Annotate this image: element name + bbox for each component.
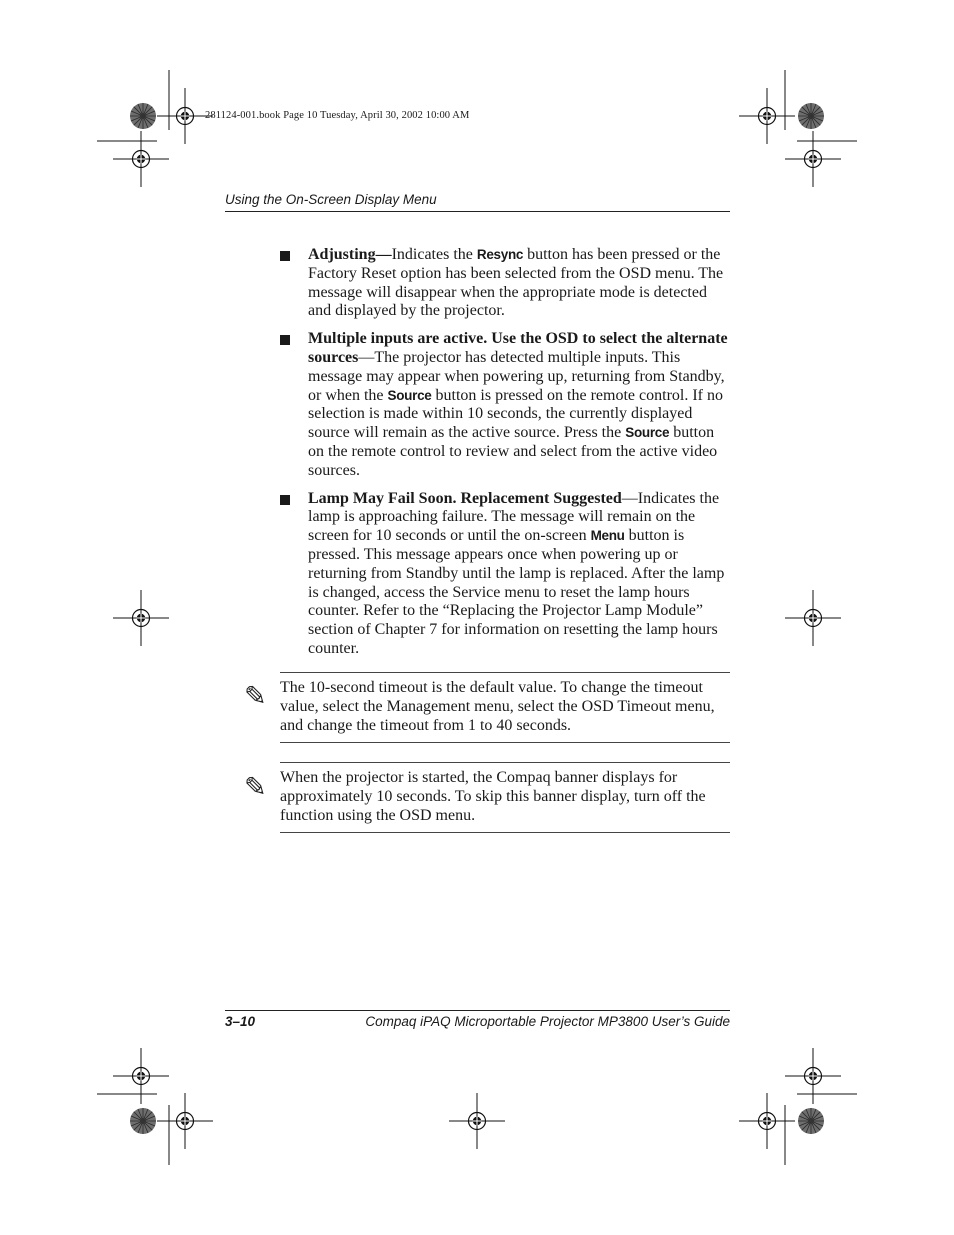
note-rule-top [280,672,730,673]
footer-rule [225,1010,730,1011]
header-rule [225,211,730,212]
guide-title: Compaq iPAQ Microportable Projector MP3800 User’s Guide [365,1014,730,1029]
square-bullet-icon [280,335,290,345]
list-item-multiple-inputs [280,330,732,480]
note-rule-top [280,762,730,763]
button-name: Source [387,387,432,403]
button-name: Resync [476,247,524,262]
message-term: Adjusting— [308,246,392,263]
message-term: Lamp May Fail Soon. Replacement Suggested [308,489,622,507]
message-list [280,246,732,668]
square-bullet-icon [280,251,290,261]
running-header: Using the On-Screen Display Menu [225,192,437,207]
print-slug: 281124-001.book Page 10 Tuesday, April 30, 2002 10:00 AM [205,110,470,121]
pencil-icon: ✎ [244,772,267,803]
note-text: The 10-second timeout is the default value. To change the timeout value, select the Management menu, select the OSD Timeout menu, and change the timeout from 1 to 40 seconds. [280,679,715,734]
page-number: 3–10 [225,1014,256,1029]
note-text: When the projector is started, the Compaq banner displays for approximately 10 seconds. To skip this banner display, turn off the function using the OSD menu. [280,769,706,824]
note-rule-bottom [280,832,730,833]
button-name: Source [625,425,670,441]
message-term: Multiple inputs are active. Use the OSD to select the alternate sources [308,330,728,366]
message-text: Indicates the [391,246,477,263]
message-text: button has been pressed or the Factory Reset option has been selected from the OSD menu. The message will disappear when the appropriate mode is detected and displayed by the projector. [308,246,724,320]
note-rule-bottom [280,742,730,743]
message-text: —Indicates the lamp is approaching failure. The message will remain on the screen for 10 seconds or until the on-screen [308,489,720,545]
message-text: —The projector has detected multiple inputs. This message may appear when powering up, returning from Standby, or when the [308,348,725,404]
message-text: button on the remote control to review and select from the active video sources. [308,424,718,479]
square-bullet-icon [280,495,290,505]
list-item-lamp-may-fail [280,490,732,659]
message-text: button is pressed on the remote control. If no selection is made within 10 seconds, the currently displayed source will remain as the active source. Press the [308,386,723,442]
button-name: Menu [590,528,625,544]
pencil-icon: ✎ [244,681,267,712]
message-text: button is pressed. This message appears once when powering up or returning from Standby until the lamp is replaced. After the lamp is changed, access the Service menu to reset the lamp hours counter. Refer to the “Replacing the Projector Lamp Module” section of Chapter 7 for information on resetting the lamp hours counter. [308,527,725,657]
list-item-adjusting [280,246,732,321]
